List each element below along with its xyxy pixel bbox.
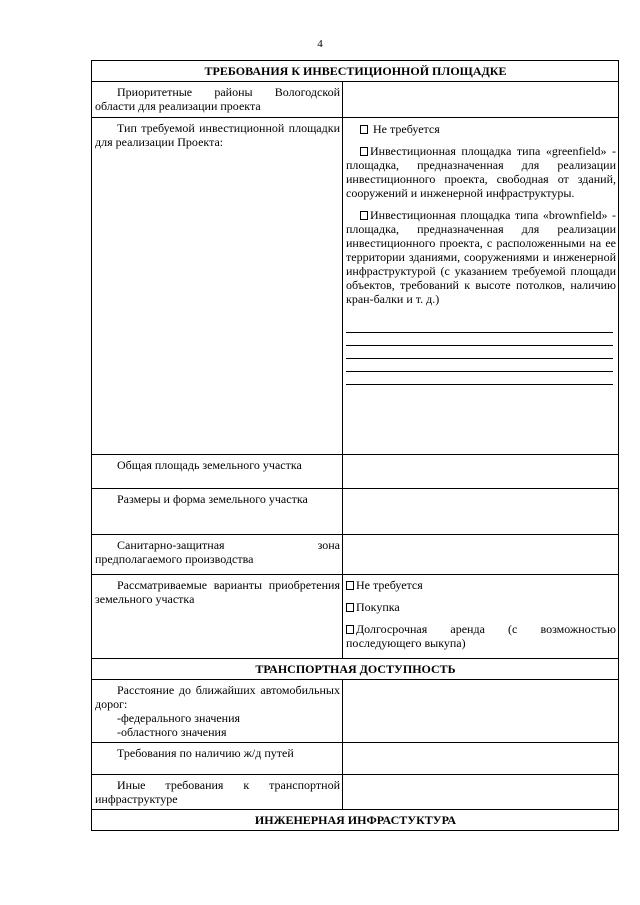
label-sanitary-zone: Санитарно-защитная зона предполагаемого производства: [92, 535, 343, 575]
option-label: Не требуется: [356, 578, 423, 592]
option-acquisition-not-required[interactable]: [346, 578, 616, 592]
field-acquisition: [343, 575, 619, 659]
label-land-size-shape: Размеры и форма земельного участка: [92, 489, 343, 535]
section-header-investment-site: ТРЕБОВАНИЯ К ИНВЕСТИЦИОННОЙ ПЛОЩАДКЕ: [92, 61, 619, 82]
table-row: [92, 575, 619, 659]
blank-line[interactable]: [346, 333, 613, 346]
road-federal: -федерального значения: [117, 711, 241, 725]
checkbox-icon[interactable]: [346, 625, 354, 634]
section-header-row: [92, 810, 619, 831]
field-priority-districts[interactable]: [343, 82, 619, 118]
option-brownfield[interactable]: [346, 208, 616, 306]
label-road-distance: [92, 680, 343, 743]
option-long-lease[interactable]: [346, 622, 616, 650]
table-row: [92, 489, 619, 535]
blank-line[interactable]: [346, 320, 613, 333]
road-distance-title: Расстояние до ближайших автомобильных дорог:: [95, 683, 340, 711]
field-land-area[interactable]: [343, 455, 619, 489]
section-header-row: [92, 659, 619, 680]
blank-line[interactable]: [346, 372, 613, 385]
label-priority-districts: Приоритетные районы Вологодской области для реализации проекта: [92, 82, 343, 118]
table-row: [92, 680, 619, 743]
investment-site-requirements-table: [91, 60, 619, 831]
field-sanitary-zone[interactable]: [343, 535, 619, 575]
page-number: 4: [317, 38, 323, 50]
option-label: Не требуется: [373, 122, 440, 136]
label-rail: Требования по наличию ж/д путей: [92, 743, 343, 775]
table-row: [92, 775, 619, 810]
field-land-size-shape[interactable]: [343, 489, 619, 535]
checkbox-icon[interactable]: [346, 581, 354, 590]
table-row: [92, 118, 619, 455]
option-label: Долгосрочная аренда (с возможностью последующего выкупа): [346, 622, 616, 650]
label-land-area: Общая площадь земельного участка: [92, 455, 343, 489]
section-header-engineering: ИНЖЕНЕРНАЯ ИНФРАСТУКТУРА: [92, 810, 619, 831]
checkbox-icon[interactable]: [360, 147, 368, 156]
table-row: [92, 82, 619, 118]
table-row: [92, 743, 619, 775]
label-site-type: Тип требуемой инвестиционной площадки для реализации Проекта:: [92, 118, 343, 455]
fill-in-lines[interactable]: [346, 320, 616, 385]
table-row: [92, 535, 619, 575]
option-label: Инвестиционная площадка типа «brownfield» - площадка, предназначенная для реализации инвестиционного проекта, с расположенными на ее территории зданиями, сооружениями и инженерной инфраструктурой (с указанием требуемой площади объектов, требований к высоте потолков, наличию кран-балки и т. д.): [346, 208, 616, 306]
section-header-transport: ТРАНСПОРТНАЯ ДОСТУПНОСТЬ: [92, 659, 619, 680]
option-site-not-required[interactable]: [346, 122, 616, 136]
checkbox-icon[interactable]: [360, 125, 368, 134]
option-purchase[interactable]: [346, 600, 616, 614]
table-row: [92, 455, 619, 489]
checkbox-icon[interactable]: [360, 211, 368, 220]
label-other-transport: Иные требования к транспортной инфраструктуре: [92, 775, 343, 810]
field-road-distance[interactable]: [343, 680, 619, 743]
blank-line[interactable]: [346, 359, 613, 372]
field-other-transport[interactable]: [343, 775, 619, 810]
option-greenfield[interactable]: [346, 144, 616, 200]
blank-line[interactable]: [346, 346, 613, 359]
field-rail[interactable]: [343, 743, 619, 775]
label-acquisition: Рассматриваемые варианты приобретения земельного участка: [92, 575, 343, 659]
option-label: Покупка: [356, 600, 400, 614]
option-label: Инвестиционная площадка типа «greenfield» - площадка, предназначенная для реализации инвестиционного проекта, свободная от зданий, сооружений и инженерной инфраструктуры.: [346, 144, 616, 200]
checkbox-icon[interactable]: [346, 603, 354, 612]
field-site-type: [343, 118, 619, 455]
section-header-row: [92, 61, 619, 82]
road-regional: -областного значения: [117, 725, 227, 739]
